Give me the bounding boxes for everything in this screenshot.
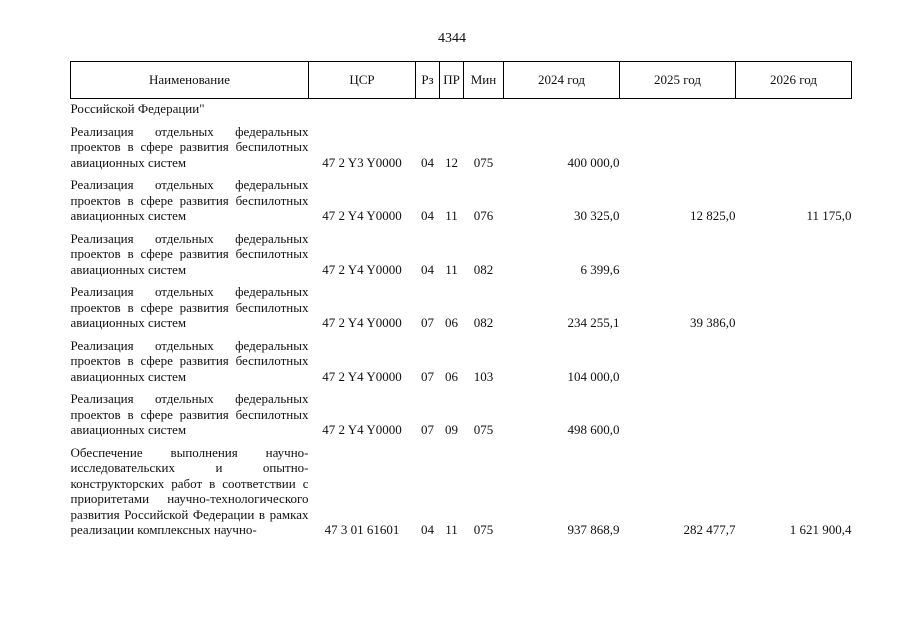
row-csr: 47 2 Y4 Y0000 xyxy=(322,368,402,384)
row-csr: 47 2 Y4 Y0000 xyxy=(322,208,402,223)
row-2025 xyxy=(620,384,736,438)
row-csr: 47 2 Y4 Y0000 xyxy=(322,315,402,330)
row-name: Реализация отдельных федеральных проектов в сфере развития беспилотных авиационных систем xyxy=(70,284,309,330)
row-2026 xyxy=(736,384,852,438)
row-2025: 39 386,0 xyxy=(690,315,736,330)
row-2025: 282 477,7 xyxy=(683,522,736,537)
table-row xyxy=(71,438,852,538)
row-pr: 11 xyxy=(445,261,458,277)
page-number: 4344 xyxy=(438,31,466,46)
row-rz: 07 xyxy=(421,315,434,330)
row-2026 xyxy=(736,277,852,331)
row-rz: 04 xyxy=(421,208,434,223)
row-rz: 04 xyxy=(421,261,434,277)
row-2026 xyxy=(736,331,852,385)
header-2026: 2026 год xyxy=(736,62,852,99)
table-row xyxy=(71,331,852,385)
row-csr: 47 2 Y4 Y0000 xyxy=(322,261,402,277)
row-rz: 07 xyxy=(421,422,434,437)
row-2024: 6 399,6 xyxy=(580,261,620,277)
row-csr: 47 2 Y3 Y0000 xyxy=(322,154,402,170)
row-rz: 04 xyxy=(421,522,434,537)
row-csr: 47 3 01 61601 xyxy=(324,522,400,537)
row-2025 xyxy=(620,117,736,171)
row-min: 075 xyxy=(473,154,494,170)
row-name: Реализация отдельных федеральных проектов в сфере развития беспилотных авиационных систем xyxy=(70,230,309,277)
row-2026 xyxy=(736,224,852,278)
row-name: Реализация отдельных федеральных проектов в сфере развития беспилотных авиационных систем xyxy=(70,391,309,437)
row-2026: 1 621 900,4 xyxy=(789,522,852,537)
header-min: Мин xyxy=(464,62,504,99)
header-name: Наименование xyxy=(71,62,309,99)
header-2024: 2024 год xyxy=(504,62,620,99)
table-row xyxy=(71,384,852,438)
table-row xyxy=(71,224,852,278)
row-pr: 11 xyxy=(445,522,458,537)
continuation-text: Российской Федерации" xyxy=(70,101,205,116)
row-2024: 400 000,0 xyxy=(567,154,620,170)
row-2026 xyxy=(736,117,852,171)
row-2025 xyxy=(620,331,736,385)
row-name: Реализация отдельных федеральных проектов в сфере развития беспилотных авиационных систем xyxy=(70,177,309,223)
budget-table xyxy=(70,61,852,538)
row-2024: 498 600,0 xyxy=(567,422,620,437)
row-pr: 06 xyxy=(445,368,458,384)
header-2025: 2025 год xyxy=(620,62,736,99)
row-2024: 937 868,9 xyxy=(567,522,620,537)
header-pr: ПР xyxy=(440,62,464,99)
row-2026: 11 175,0 xyxy=(806,208,852,223)
row-min: 075 xyxy=(473,522,494,537)
row-pr: 11 xyxy=(445,208,458,223)
row-2024: 234 255,1 xyxy=(567,315,620,330)
row-2024: 104 000,0 xyxy=(567,368,620,384)
row-2025: 12 825,0 xyxy=(690,208,736,223)
row-min: 075 xyxy=(473,422,494,437)
row-csr: 47 2 Y4 Y0000 xyxy=(322,422,402,437)
row-name: Обеспечение выполнения научно-исследовательских и опытно-конструкторских работ в соответствии с приоритетами научно-технологического развития Российской Федерации в рамках реализации комплексных научно- xyxy=(70,444,309,537)
row-min: 076 xyxy=(473,208,494,223)
header-rz: Рз xyxy=(416,62,440,99)
row-min: 082 xyxy=(473,261,494,277)
table-row xyxy=(71,117,852,171)
row-pr: 09 xyxy=(445,422,458,437)
row-pr: 12 xyxy=(445,154,458,170)
row-2025 xyxy=(620,224,736,278)
table-row xyxy=(71,277,852,331)
continuation-row xyxy=(71,99,852,117)
row-rz: 07 xyxy=(421,368,434,384)
row-2024: 30 325,0 xyxy=(574,208,620,223)
row-rz: 04 xyxy=(421,154,434,170)
row-name: Реализация отдельных федеральных проектов в сфере развития беспилотных авиационных систем xyxy=(70,337,309,384)
row-min: 103 xyxy=(473,368,494,384)
row-min: 082 xyxy=(473,315,494,330)
table-row xyxy=(71,170,852,224)
table-header-row xyxy=(71,62,852,99)
row-pr: 06 xyxy=(445,315,458,330)
header-csr: ЦСР xyxy=(309,62,416,99)
row-name: Реализация отдельных федеральных проектов в сфере развития беспилотных авиационных систем xyxy=(70,123,309,170)
